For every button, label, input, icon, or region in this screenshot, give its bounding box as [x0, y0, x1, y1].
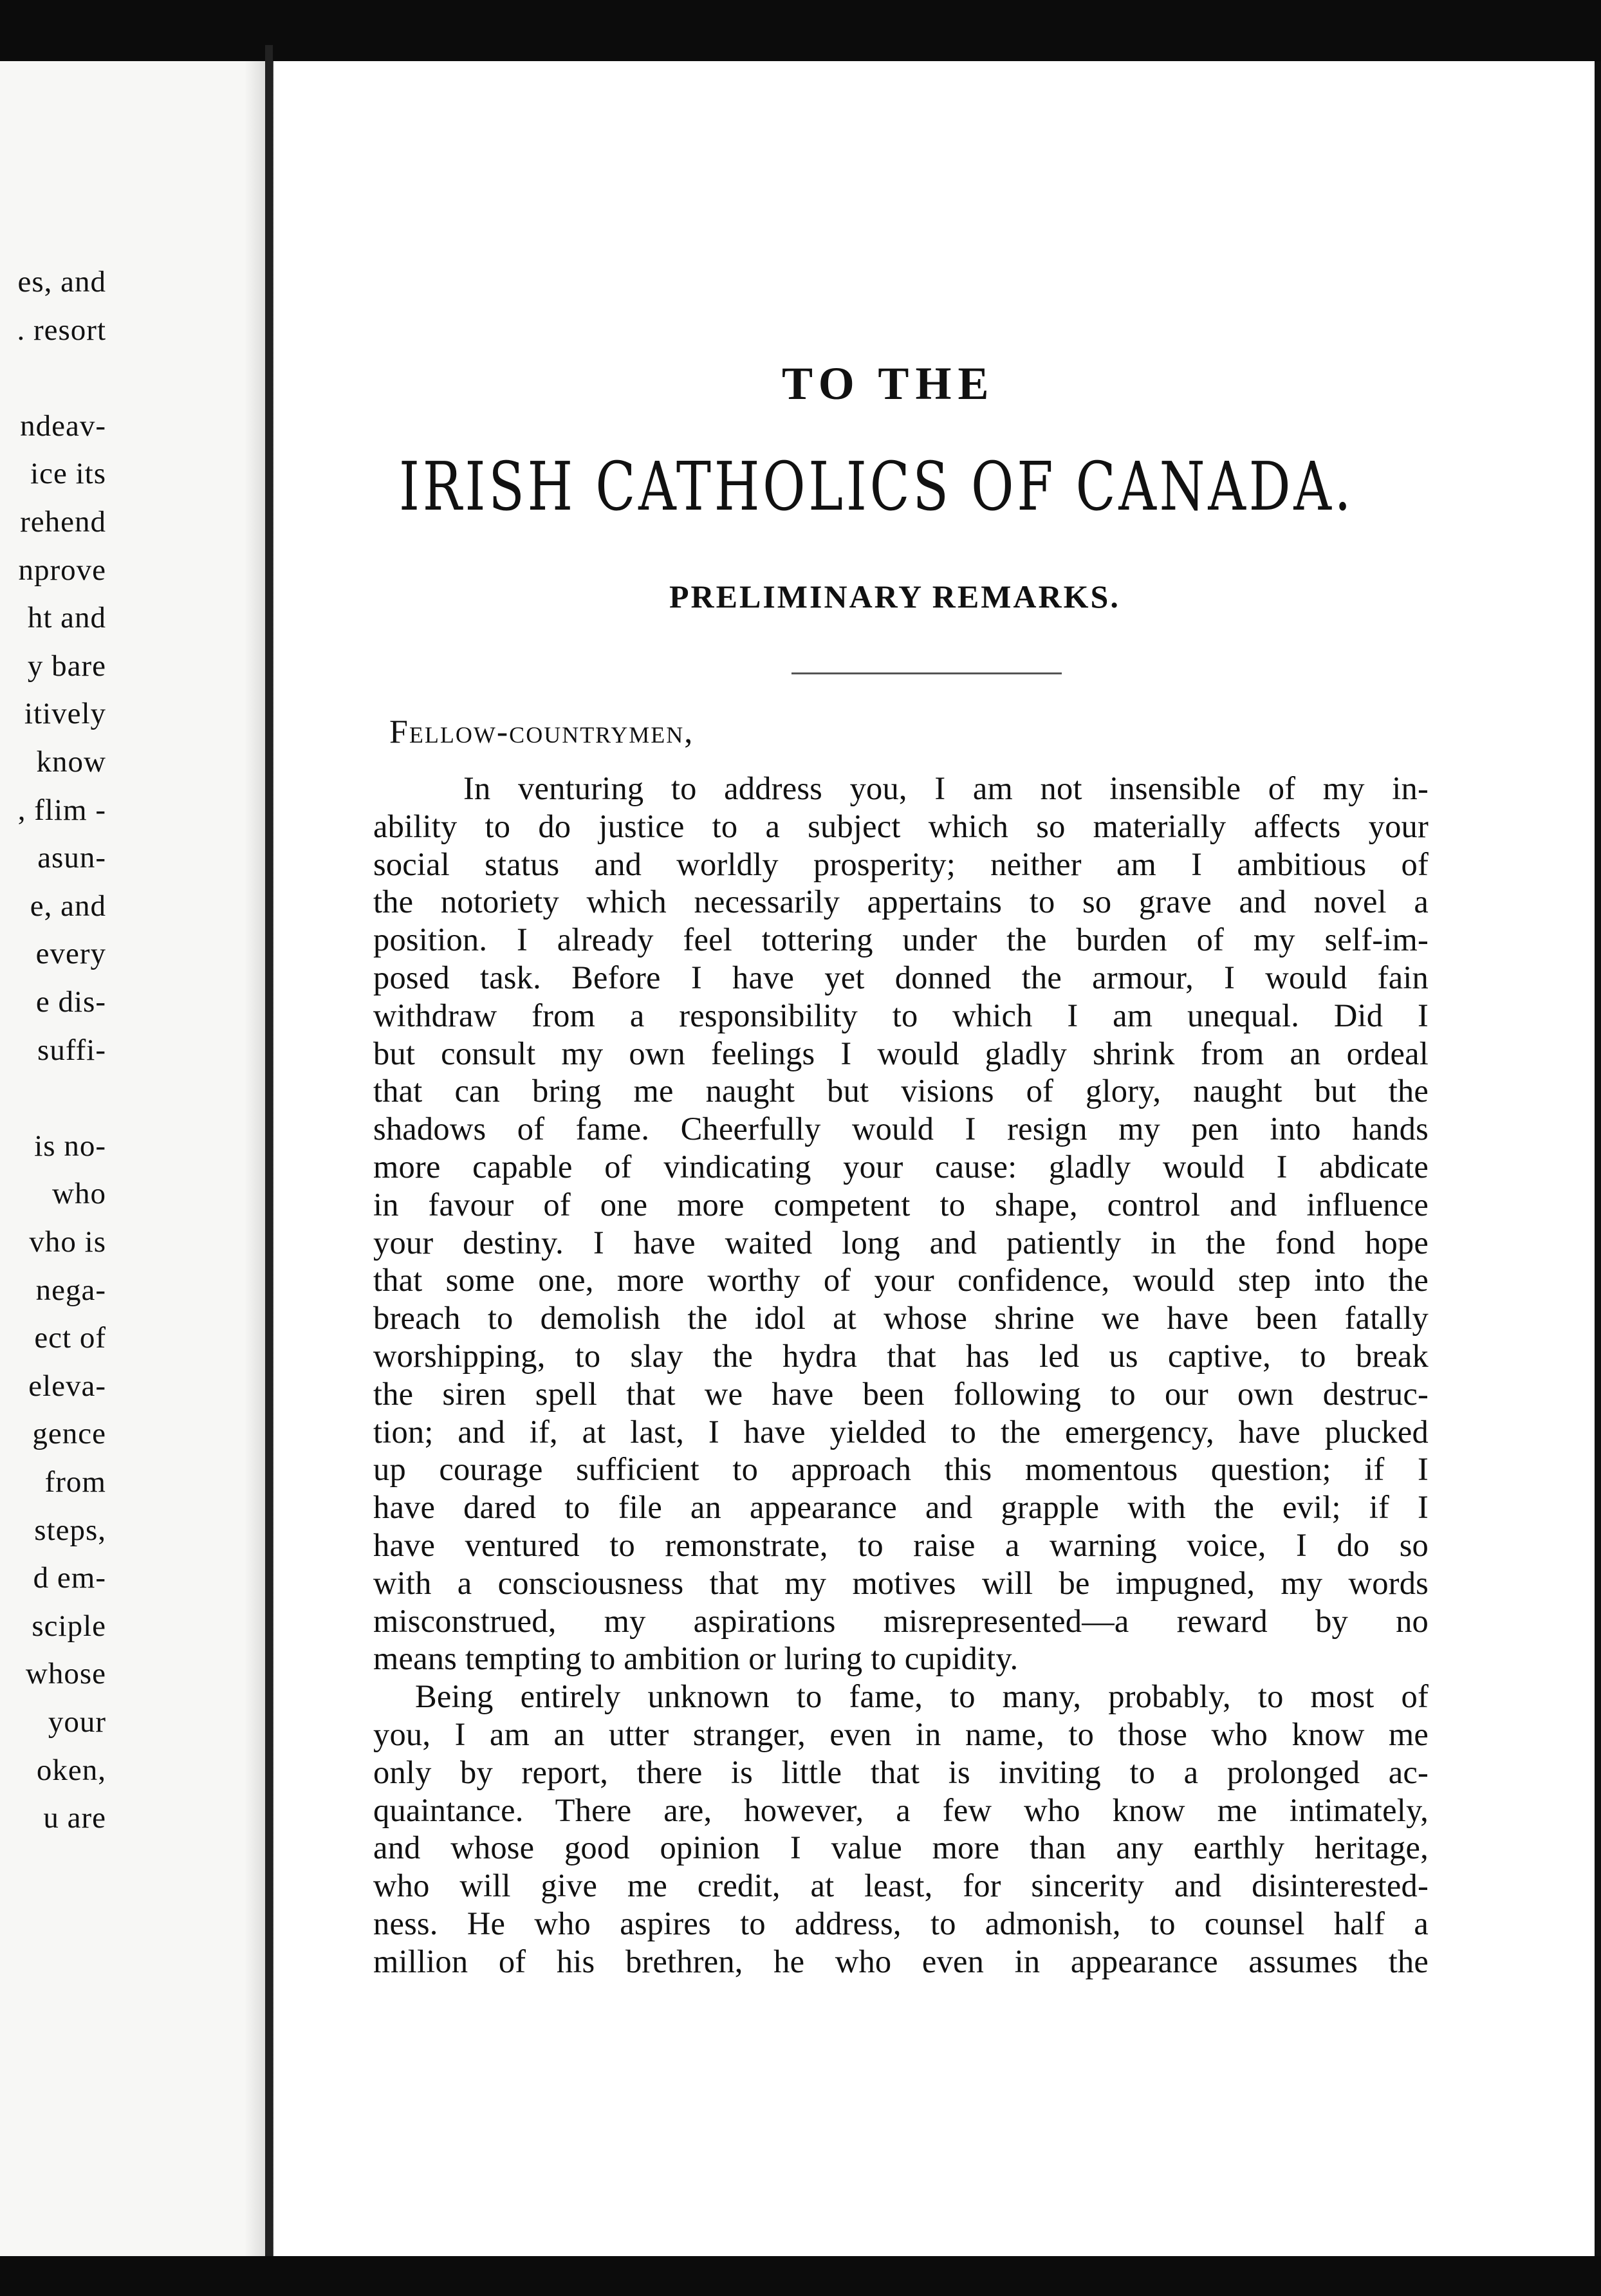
- text-line: that can bring me naught but visions of glory, naught but the: [373, 1073, 1429, 1109]
- facing-page-line: nega-: [35, 1273, 106, 1307]
- facing-page-line: e dis-: [35, 985, 106, 1019]
- text-line: have ventured to remonstrate, to raise a warning voice, I do so: [373, 1526, 1429, 1563]
- facing-page-line: know: [36, 745, 106, 779]
- text-line: misconstrued, my aspirations misrepresented—a reward by no: [373, 1602, 1429, 1639]
- facing-page-line: oken,: [36, 1753, 106, 1787]
- page-gutter: [265, 45, 273, 2259]
- text-line: have dared to file an appearance and grapple with the evil; if I: [373, 1489, 1429, 1526]
- text-line: in favour of one more competent to shape, control and influence: [373, 1186, 1429, 1223]
- facing-page-line: every: [35, 937, 106, 971]
- body-text: [373, 770, 1429, 1981]
- facing-page-line: sciple: [32, 1609, 106, 1643]
- page-title: IRISH CATHOLICS OF CANADA.: [399, 447, 1355, 526]
- title-rule: [791, 672, 1062, 674]
- facing-page-line: rehend: [20, 505, 106, 539]
- facing-page-line: gence: [32, 1417, 106, 1451]
- facing-page-line: eleva-: [28, 1369, 106, 1403]
- text-line: breach to demolish the idol at whose shrine we have been fatally: [373, 1300, 1429, 1337]
- facing-page-line: es, and: [17, 265, 106, 299]
- text-line: withdraw from a responsibility to which I am unequal. Did I: [373, 997, 1429, 1033]
- facing-page-line: who: [52, 1177, 106, 1211]
- text-line: who will give me credit, at least, for sincerity and disinterested-: [373, 1867, 1429, 1904]
- text-line: your destiny. I have waited long and patiently in the fond hope: [373, 1224, 1429, 1261]
- text-line: shadows of fame. Cheerfully would I resign my pen into hands: [373, 1111, 1429, 1147]
- facing-page-line: ice its: [30, 457, 106, 491]
- facing-page-line: e, and: [30, 889, 106, 923]
- facing-page-line: y bare: [27, 649, 106, 683]
- text-line: the siren spell that we have been following to our own destruc-: [373, 1375, 1429, 1412]
- scan-top-border: [0, 0, 1601, 61]
- text-line: you, I am an utter stranger, even in name, to those who know me: [373, 1716, 1429, 1752]
- scan-right-border: [1595, 61, 1601, 2256]
- text-line: means tempting to ambition or luring to cupidity.: [373, 1640, 1019, 1677]
- salutation: Fellow-countrymen,: [389, 714, 694, 750]
- heading-to-the: TO THE: [782, 358, 995, 409]
- text-line: social status and worldly prosperity; neither am I ambitious of: [373, 846, 1429, 882]
- facing-page-line: whose: [25, 1657, 106, 1691]
- text-line: In venturing to address you, I am not insensible of my in-: [463, 770, 1429, 806]
- text-line: that some one, more worthy of your confidence, would step into the: [373, 1262, 1429, 1299]
- text-line: with a consciousness that my motives will be impugned, my words: [373, 1564, 1429, 1601]
- facing-page-line: from: [44, 1465, 106, 1499]
- facing-page-line: is no-: [34, 1129, 106, 1163]
- text-line: quaintance. There are, however, a few who know me intimately,: [373, 1791, 1429, 1828]
- section-subheading: PRELIMINARY REMARKS.: [669, 579, 1120, 615]
- facing-page-line: ect of: [34, 1321, 106, 1355]
- facing-page-fragment: [0, 61, 270, 2256]
- scan-bottom-border: [0, 2256, 1601, 2296]
- facing-page-line: vho is: [29, 1225, 106, 1259]
- text-line: but consult my own feelings I would gladly shrink from an ordeal: [373, 1035, 1429, 1071]
- facing-page-line: , flim -: [17, 793, 106, 827]
- text-line: position. I already feel tottering under the burden of my self-im-: [373, 921, 1429, 958]
- text-line: posed task. Before I have yet donned the armour, I would fain: [373, 959, 1429, 995]
- facing-page-line: d em-: [33, 1561, 106, 1595]
- facing-page-line: u are: [43, 1801, 106, 1835]
- facing-page-text: [0, 61, 270, 2256]
- facing-page-line: ndeav-: [20, 409, 106, 443]
- text-line: up courage sufficient to approach this momentous question; if I: [373, 1451, 1429, 1488]
- text-line: and whose good opinion I value more than any earthly heritage,: [373, 1829, 1429, 1866]
- facing-page-line: nprove: [18, 553, 106, 587]
- text-line: ness. He who aspires to address, to admonish, to counsel half a: [373, 1905, 1429, 1941]
- text-line: Being entirely unknown to fame, to many, probably, to most of: [415, 1678, 1429, 1715]
- text-line: million of his brethren, he who even in appearance assumes the: [373, 1943, 1429, 1979]
- facing-page-line: suffi-: [37, 1033, 106, 1067]
- facing-page-line: your: [48, 1705, 106, 1739]
- facing-page-line: asun-: [37, 841, 106, 875]
- facing-page-line: . resort: [17, 313, 106, 347]
- text-line: more capable of vindicating your cause: gladly would I abdicate: [373, 1148, 1429, 1185]
- text-line: worshipping, to slay the hydra that has led us captive, to break: [373, 1337, 1429, 1374]
- text-line: the notoriety which necessarily appertains to so grave and novel a: [373, 884, 1429, 920]
- facing-page-line: itively: [24, 697, 106, 731]
- text-line: tion; and if, at last, I have yielded to the emergency, have plucked: [373, 1413, 1429, 1450]
- facing-page-line: steps,: [34, 1513, 106, 1547]
- text-line: only by report, there is little that is inviting to a prolonged ac-: [373, 1754, 1429, 1790]
- text-line: ability to do justice to a subject which so materially affects your: [373, 808, 1429, 844]
- facing-page-line: ht and: [27, 601, 106, 635]
